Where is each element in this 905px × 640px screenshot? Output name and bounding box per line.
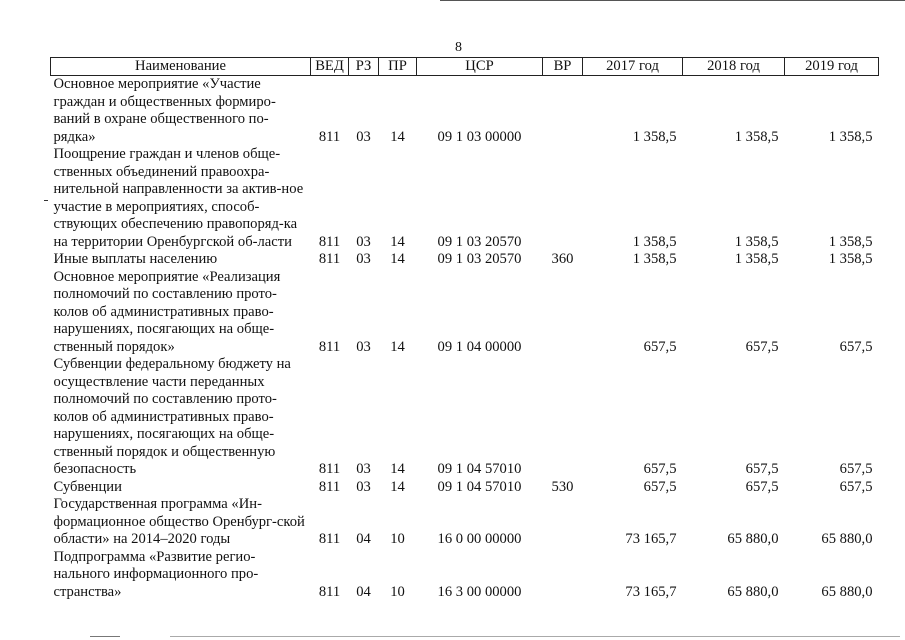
footer-rule [90, 636, 120, 637]
row-2017: 1 358,5 [632, 128, 677, 145]
row-2019: 657,5 [839, 338, 873, 355]
row-2017: 73 165,7 [625, 531, 677, 547]
table-row [51, 356, 879, 479]
header-ved: ВЕД [311, 58, 349, 76]
row-2018: 65 880,0 [727, 531, 779, 547]
row-name: Поощрение граждан и членов обще-ственных объединений правоохра-нительной направленности за актив-ное участие в мероприятиях, способ-ствующих обеспечению правопоряд-ка на территории Оренбургской об-ласти [53, 146, 304, 250]
row-pr: 14 [390, 251, 405, 267]
header-csr: ЦСР [417, 58, 543, 76]
table-row [51, 76, 879, 147]
header-2017: 2017 год [583, 58, 683, 76]
row-name: Основное мероприятие «Участие граждан и общественных формиро-ваний в охране общественного по-рядка» [53, 76, 276, 145]
header-vr: ВР [543, 58, 583, 76]
row-2017: 657,5 [643, 461, 677, 477]
table-row [51, 479, 879, 497]
row-2019: 65 880,0 [821, 531, 873, 547]
row-2017: 1 358,5 [632, 233, 677, 250]
row-rz: 03 [356, 128, 371, 145]
header-2018: 2018 год [683, 58, 785, 76]
row-2017: 1 358,5 [632, 251, 677, 267]
row-name: Основное мероприятие «Реализация полномочий по составлению прото-колов об административных право-нарушениях, посягающих на обще-ственный порядок» [53, 268, 281, 355]
row-rz: 04 [356, 583, 371, 600]
row-name: Подпрограмма «Развитие регио-нального информационного про-странства» [53, 548, 259, 600]
row-2018: 657,5 [745, 461, 779, 477]
table-row [51, 269, 879, 357]
row-csr: 09 1 03 20570 [437, 233, 522, 250]
row-pr: 14 [390, 233, 405, 250]
header-pr: ПР [379, 58, 417, 76]
row-csr: 09 1 04 57010 [437, 461, 522, 477]
table-header-row [51, 58, 879, 76]
row-name: Иные выплаты населению [53, 251, 218, 267]
row-ved: 811 [318, 128, 341, 145]
budget-table [50, 57, 879, 601]
row-pr: 10 [390, 583, 405, 600]
row-vr [543, 496, 583, 549]
row-csr: 09 1 03 00000 [437, 128, 522, 145]
row-2018: 657,5 [745, 478, 779, 495]
row-rz: 03 [356, 233, 371, 250]
page-number: 8 [455, 40, 462, 55]
row-pr: 14 [390, 461, 405, 477]
row-2019: 1 358,5 [828, 233, 873, 250]
row-pr: 14 [390, 338, 405, 355]
row-csr: 09 1 03 20570 [437, 251, 522, 267]
row-2019: 65 880,0 [821, 583, 873, 600]
footer-rule-long [170, 636, 900, 637]
table-row [51, 549, 879, 602]
table-body [51, 76, 879, 602]
row-vr: 530 [551, 478, 574, 495]
row-vr [543, 356, 583, 479]
row-2019: 1 358,5 [828, 128, 873, 145]
header-name: Наименование [51, 58, 311, 76]
row-ved: 811 [318, 338, 341, 355]
row-vr [543, 76, 583, 147]
row-ved: 811 [318, 251, 341, 267]
row-2019: 657,5 [839, 478, 873, 495]
row-2018: 657,5 [745, 338, 779, 355]
row-2019: 657,5 [839, 461, 873, 477]
row-ved: 811 [318, 583, 341, 600]
row-rz: 04 [356, 531, 371, 547]
row-ved: 811 [318, 478, 341, 495]
row-pr: 10 [390, 531, 405, 547]
row-ved: 811 [318, 531, 341, 547]
row-ved: 811 [318, 461, 341, 477]
header-rz: РЗ [349, 58, 379, 76]
row-vr [543, 549, 583, 602]
row-2017: 73 165,7 [625, 583, 677, 600]
row-rz: 03 [356, 478, 371, 495]
row-rz: 03 [356, 461, 371, 477]
header-2019: 2019 год [785, 58, 879, 76]
margin-tick [44, 200, 48, 201]
row-2017: 657,5 [643, 478, 677, 495]
row-ved: 811 [318, 233, 341, 250]
row-name: Субвенции [53, 478, 122, 495]
table-row [51, 496, 879, 549]
row-2018: 1 358,5 [734, 233, 779, 250]
row-2018: 1 358,5 [734, 251, 779, 267]
row-2017: 657,5 [643, 338, 677, 355]
row-csr: 16 0 00 00000 [437, 531, 522, 547]
row-csr: 09 1 04 57010 [437, 478, 522, 495]
row-vr: 360 [551, 251, 574, 267]
table-row [51, 251, 879, 269]
row-vr [543, 269, 583, 357]
row-pr: 14 [390, 128, 405, 145]
row-rz: 03 [356, 251, 371, 267]
row-vr [543, 146, 583, 251]
row-name: Субвенции федеральному бюджету на осуществление части переданных полномочий по составлению прото-колов об административных право-нарушениях, посягающих на обще-ственный порядок и общественную безопасность [53, 356, 291, 477]
row-2019: 1 358,5 [828, 251, 873, 267]
row-pr: 14 [390, 478, 405, 495]
table-row [51, 146, 879, 251]
header-rule [440, 0, 905, 1]
row-csr: 09 1 04 00000 [437, 338, 522, 355]
row-rz: 03 [356, 338, 371, 355]
row-2018: 65 880,0 [727, 583, 779, 600]
row-csr: 16 3 00 00000 [437, 583, 522, 600]
row-name: Государственная программа «Ин-формационное общество Оренбург-ской области» на 2014–2020 годы [53, 496, 305, 547]
row-2018: 1 358,5 [734, 128, 779, 145]
